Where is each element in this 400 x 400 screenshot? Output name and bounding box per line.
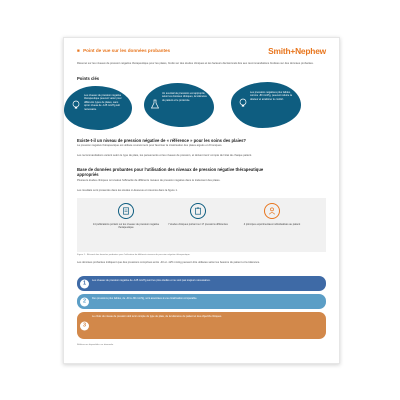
summary-number-1: 1 [80,279,89,288]
evidence-stats-box [77,198,326,252]
document-title-text: Point de vue sur les données probantes [83,48,171,53]
flask-icon [150,99,160,109]
stat-studies-text: 7 études cliniques portant sur 17 pressions différentes [168,223,228,226]
paragraph-2: Les recommandations varient selon le type de plaie, les pansements et les niveaux de pression, et doivent tenir compte de l'état de chaque patient. [77,154,253,157]
stat-principles [237,203,307,226]
document-header [77,46,326,58]
lightbulb-icon [71,100,81,110]
summary-text-2: Des pressions plus faibles, de -40 à -80 mmHg, sont associées à une cicatrisation comparable. [92,297,198,300]
summary-number-2: 2 [80,297,89,306]
question-heading-2-cont: appropriés [77,172,99,177]
document-title [77,48,170,53]
orange-bullet-icon: ■ [77,48,80,53]
key-points-heading: Points clés [77,76,100,81]
lightbulb-icon [238,98,248,108]
clipboard-icon [190,203,206,219]
summary-text-1: Les niveaux de pression négative de -125 mmHg sont les plus étudiés et ne sont pas toujours nécessaires. [92,279,211,282]
summary-bar-1 [77,276,326,291]
key-point-bubble-2 [144,83,214,127]
intro-paragraph: Résumé sur les niveaux de pression négative thérapeutique pour les plaies, fondé sur des études cliniques et les facteurs décisionnels liés aux recommandations fondées sur des données probantes. [77,62,314,65]
summary-number-3: 3 [80,321,89,330]
stat-principles-text: 4 principes expérimentaux individualisés au patient [243,223,301,226]
key-point-text-2: Un éventail de pressions est approprié, selon les données cliniques, la tolérance du patient et le protocole. [162,92,207,102]
document-icon [118,203,134,219]
brand-logo: Smith+Nephew [268,46,326,56]
paragraph-4: Les résultats sont présentés dans les études ci-dessous et résumés dans la figure 1. [77,189,178,192]
stat-publications [91,203,161,230]
summary-text-3: Le choix du niveau de pression doit tenir compte du type de plaie, de la tolérance du patient et des objectifs cliniques. [92,315,222,318]
paragraph-5: Les données probantes indiquent que des pressions comprises entre -40 et -125 mmHg peuvent être utilisées selon les besoins du patient et la tolérance. [77,261,261,264]
person-icon [264,203,280,219]
footnote: Références disponibles sur demande. [77,344,114,346]
key-point-text-1: Les niveaux de pression négative thérapeutique peuvent varier pour différents types de plaies, sans qu'un niveau de -125 mmHg soit nécessaire. [84,94,122,111]
key-point-text-3: Les pressions négatives plus faibles, comme -80 mmHg, peuvent réduire la douleur et améliorer le confort. [250,91,292,101]
paragraph-3: Plusieurs études cliniques ont évalué l'efficacité de différents niveaux de pression négative dans le traitement des plaies. [77,179,221,182]
question-heading-1: Existe-t-il un niveau de pression négative de « référence » pour les soins des plaies? [77,138,246,143]
figure-caption: Figure 1 : Résumé des données probantes pour l'utilisation de différents niveaux de pression négative thérapeutique. [77,254,191,256]
summary-bar-2 [77,294,326,309]
key-point-bubble-3 [231,82,301,128]
paragraph-1: La pression négative thérapeutique est utilisée couramment pour favoriser la cicatrisation des plaies aiguës et chroniques. [77,144,223,147]
question-heading-2: Base de données probantes pour l'utilisation des niveaux de pression négative thérapeutique [77,167,264,172]
stat-studies [163,203,233,226]
document-page [63,37,340,364]
stat-publications-text: 14 publications portant sur les niveaux de pression négative thérapeutique [92,223,160,230]
summary-bar-3 [77,312,326,339]
key-point-bubble-1 [64,86,132,130]
